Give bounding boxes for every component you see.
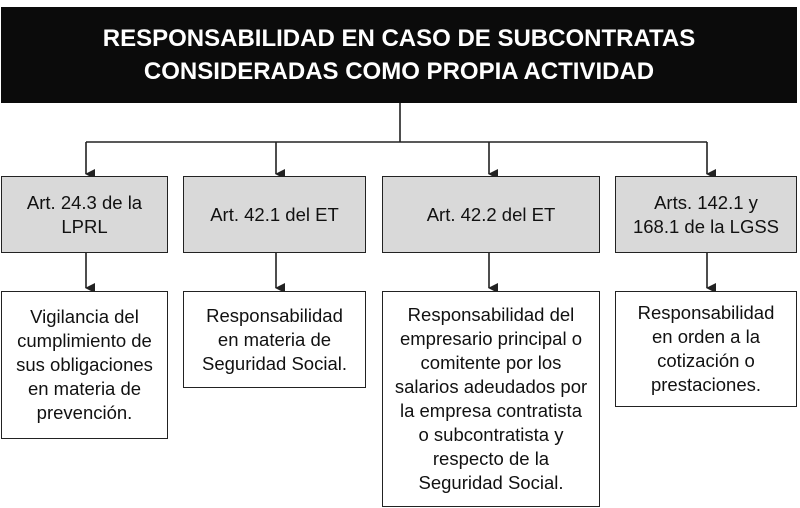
article-label-4: Arts. 142.1 y 168.1 de la LGSS	[632, 191, 780, 237]
description-text-4: Responsabilidad en orden a la cotización o prestaciones.	[637, 302, 775, 395]
description-text-3: Responsabilidad del empresario principal o comitente por los salarios adeudados por la empresa contratista o subcontratista y respecto de la Seguridad Social.	[394, 304, 588, 493]
description-text-1: Vigilancia del cumplimiento de sus obligaciones en materia de prevención.	[16, 306, 153, 423]
description-box-3	[382, 291, 600, 507]
article-box-1	[1, 176, 168, 253]
description-text-2: Responsabilidad en materia de Seguridad Social.	[201, 304, 347, 374]
article-label-2: Art. 42.1 del ET	[210, 203, 339, 225]
article-box-4	[615, 176, 797, 253]
article-label-1: Art. 24.3 de la LPRL	[26, 191, 143, 237]
title-line-2: CONSIDERADAS COMO PROPIA ACTIVIDAD	[143, 58, 655, 85]
article-box-2	[183, 176, 366, 253]
description-box-2	[183, 291, 366, 388]
article-label-3: Art. 42.2 del ET	[426, 203, 556, 225]
description-box-4	[615, 291, 797, 407]
title-line-1: RESPONSABILIDAD EN CASO DE SUBCONTRATAS	[102, 25, 696, 52]
description-box-1	[1, 291, 168, 439]
article-box-3	[382, 176, 600, 253]
